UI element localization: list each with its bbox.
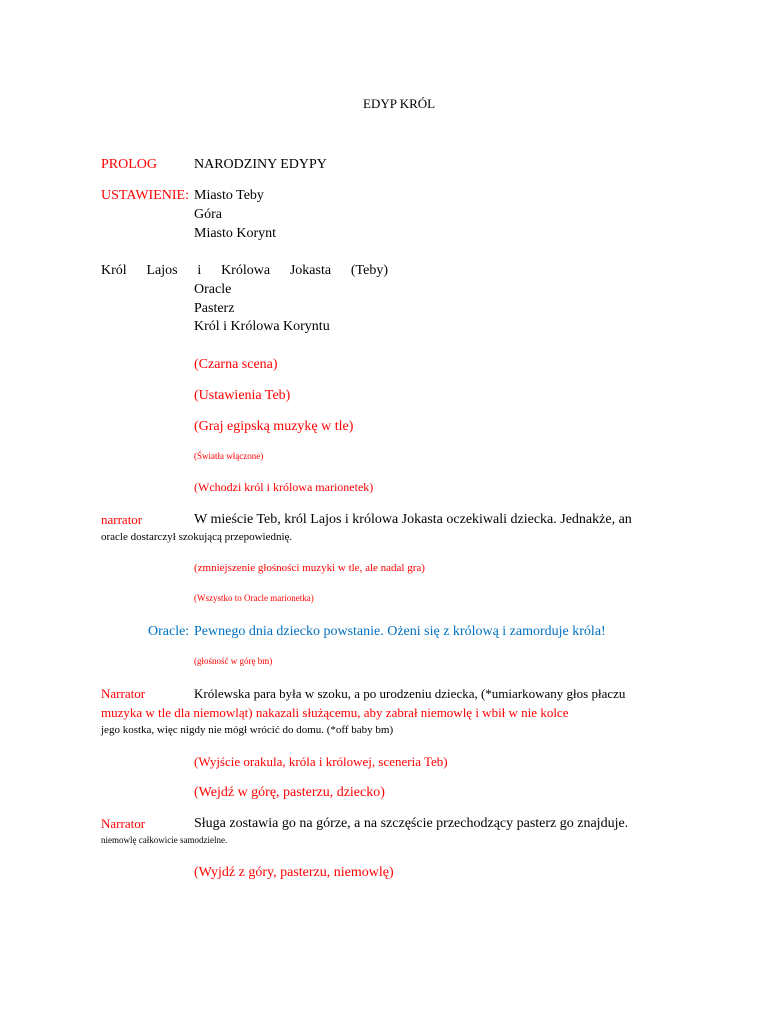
dialogue-line: W mieście Teb, król Lajos i królowa Jokasta oczekiwali dziecka. Jednakże, an	[194, 512, 632, 527]
stage-direction: (Graj egipską muzykę w tle)	[194, 419, 354, 434]
dialogue-line: niemowlę całkowicie samodzielne.	[101, 835, 228, 845]
speaker-label: Narrator	[101, 686, 146, 701]
stage-direction: (Ustawienia Teb)	[194, 388, 291, 403]
cast-line: Oracle	[194, 282, 232, 297]
setting-label: USTAWIENIE:	[101, 188, 189, 203]
stage-direction: (Wszystko to Oracle marionetka)	[194, 593, 314, 603]
prolog-text: NARODZINY EDYPY	[194, 157, 327, 172]
page-title: EDYP KRÓL	[363, 96, 436, 111]
cast-line: Król i Królowa Koryntu	[194, 319, 330, 334]
cast-word: i	[197, 263, 202, 278]
dialogue-line: Pewnego dnia dziecko powstanie. Ożeni się z królową i zamorduje króla!	[194, 624, 606, 639]
stage-direction: (Wyjście orakula, króla i królowej, sceneria Teb)	[194, 754, 448, 769]
speaker-label: Narrator	[101, 816, 146, 831]
dialogue-line: muzyka w tle dla niemowląt) nakazali służącemu, aby zabrał niemowlę i wbił w nie kolce	[101, 705, 569, 720]
cast-word: Jokasta	[289, 263, 332, 278]
dialogue-line: oracle dostarczył szokującą przepowiednię.	[101, 531, 293, 543]
setting-line: Miasto Teby	[194, 188, 264, 203]
cast-word: (Teby)	[350, 263, 388, 278]
speaker-label: narrator	[101, 512, 143, 527]
cast-word: Lajos	[146, 263, 178, 278]
stage-direction: (Wyjdź z góry, pasterzu, niemowlę)	[194, 865, 394, 880]
dialogue-line: Sługa zostawia go na górze, a na szczęście przechodzący pasterz go znajduje.	[194, 816, 629, 831]
cast-word: Król	[101, 263, 127, 278]
stage-direction: (Czarna scena)	[194, 357, 278, 372]
setting-line: Góra	[194, 207, 222, 222]
cast-word: Królowa	[221, 263, 271, 278]
dialogue-line: jego kostka, więc nigdy nie mógł wrócić do domu. (*off baby bm)	[101, 724, 394, 736]
setting-line: Miasto Korynt	[194, 226, 277, 241]
stage-direction: (Wejdź w górę, pasterzu, dziecko)	[194, 785, 385, 800]
dialogue-line: Królewska para była w szoku, a po urodzeniu dziecka, (*umiarkowany głos płaczu	[194, 686, 626, 701]
stage-direction: (Światła włączone)	[194, 451, 264, 461]
speaker-label: Oracle:	[148, 624, 190, 639]
prolog-label: PROLOG	[101, 157, 158, 172]
cast-line: Pasterz	[194, 301, 235, 316]
cast-first-line	[101, 264, 388, 278]
stage-direction: (zmniejszenie głośności muzyki w tle, ale nadal gra)	[194, 562, 425, 574]
stage-direction: (Wchodzi król i królowa marionetek)	[194, 480, 374, 494]
stage-direction: (głośność w górę bm)	[194, 656, 273, 666]
